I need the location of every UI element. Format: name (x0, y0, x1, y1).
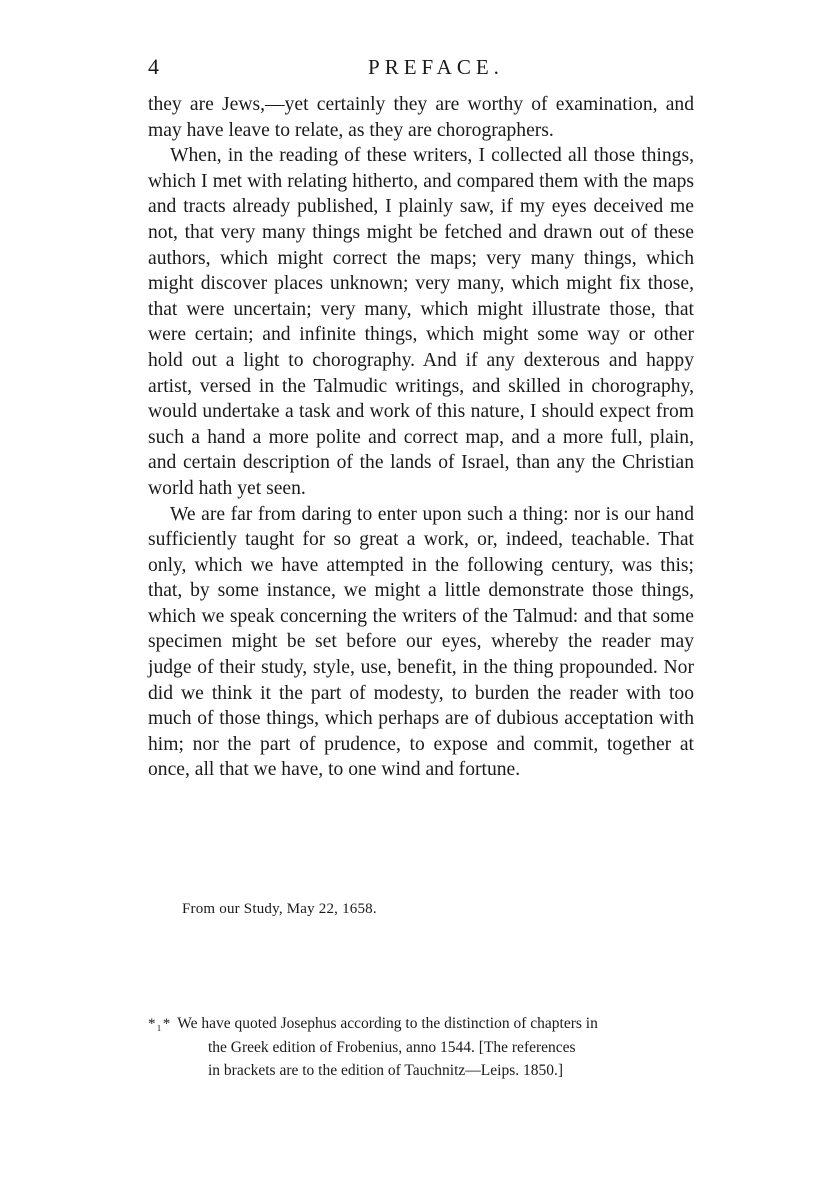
signoff-dateline: From our Study, May 22, 1658. (182, 901, 377, 917)
body-text (148, 92, 694, 783)
running-title: PREFACE. (368, 55, 504, 79)
footnote-line: We have quoted Josephus according to the distinction of chapters in (177, 1015, 598, 1032)
paragraph: We are far from daring to enter upon such a thing: nor is our hand sufficiently taught for so great a work, or, indeed, teachable. That only, which we have attempted in the following century, was this; that, by some instance, we might a little demonstrate those things, which we speak concerning the writers of the Talmud: and that some specimen might be set before our eyes, whereby the reader may judge of their study, style, use, benefit, in the thing propounded. Nor did we think it the part of modesty, to burden the reader with too much of those things, which perhaps are of dubious acceptation with him; nor the part of prudence, to expose and commit, together at once, all that we have, to one wind and fortune. (148, 503, 694, 781)
footnote-line: the Greek edition of Frobenius, anno 1544. [The references (208, 1039, 576, 1056)
footnote-line: in brackets are to the edition of Tauchnitz—Leips. 1850.] (208, 1062, 564, 1079)
footnote-marker: *₁* (148, 1016, 172, 1032)
paragraph: When, in the reading of these writers, I collected all those things, which I met with relating hitherto, and compared them with the maps and tracts already published, I plainly saw, if my eyes deceived me not, that very many things might be fetched and drawn out of these authors, which might correct the maps; very many things, which might discover places unknown; very many, which might fix those, that were uncertain; very many, which might illustrate those, that were certain; and infinite things, which might some way or other hold out a light to chorography. And if any dexterous and happy artist, versed in the Talmudic writings, and skilled in chorography, would undertake a task and work of this nature, I should expect from such a hand a more polite and correct map, and a more full, plain, and certain description of the lands of Israel, than any the Christian world hath yet seen. (148, 145, 694, 499)
page-number: 4 (148, 54, 159, 79)
paragraph: they are Jews,—yet certainly they are worthy of examination, and may have leave to relate, as they are chorographers. (148, 94, 694, 141)
footnote (148, 1012, 694, 1082)
running-head (148, 52, 696, 82)
